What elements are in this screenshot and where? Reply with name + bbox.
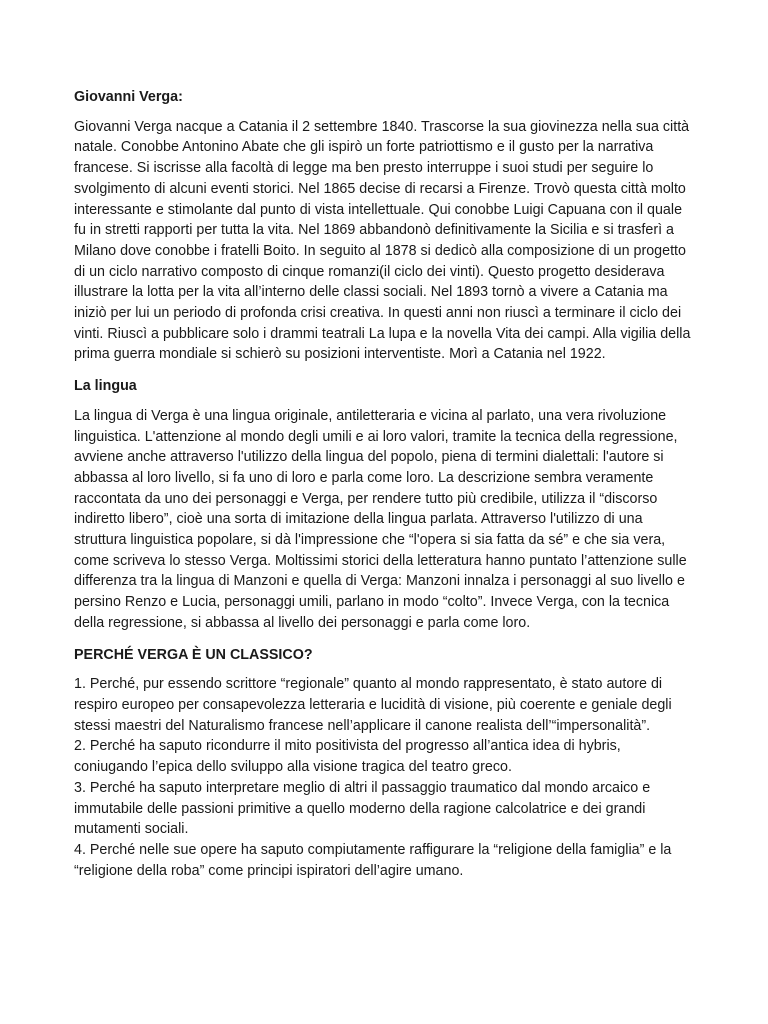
list-item: 1. Perché, pur essendo scrittore “regionale” quanto al mondo rappresentato, è stato autore di respiro europeo per consapevolezza letteraria e lucidità di visione, più coerente e geniale degli stessi maestri del Naturalismo francese nell’applicare il canone realista dell’“impersonalità”. — [74, 676, 672, 734]
list-item: 3. Perché ha saputo interpretare meglio di altri il passaggio traumatico dal mondo arcaico e immutabile delle passioni primitive a quello moderno della ragione calcolatrice e dei grandi mutamenti sociali. — [74, 779, 651, 838]
list-item: 2. Perché ha saputo ricondurre il mito positivista del progresso all’antica idea di hybris, coniugando l’epica dello sviluppo alla visione tragica del teatro greco. — [74, 738, 621, 776]
bio-paragraph: Giovanni Verga nacque a Catania il 2 settembre 1840. Trascorse la sua giovinezza nella sua città natale. Conobbe Antonino Abate che gli ispirò un forte patriottismo e il gusto per la narrativa francese. Si iscrisse alla facoltà di legge ma ben presto interruppe i suoi studi per seguire lo svolgimento di alcuni eventi storici. Nel 1865 decise di recarsi a Firenze. Trovò questa città molto interessante e stimolante dal punto di vista intellettuale. Qui conobbe Luigi Capuana con il quale fu in stretti rapporti per tutta la vita. Nel 1869 abbandonò definitivamente la Sicilia e si trasferì a Milano dove conobbe i fratelli Boito. In seguito al 1878 si dedicò alla composizione di un progetto di un ciclo narrativo composto di cinque romanzi(il ciclo dei vinti). Questo progetto desiderava illustrare la lotta per la vita all’interno delle classi sociali. Nel 1893 tornò a vivere a Catania ma iniziò per lui un periodo di profonda crisi creativa. In questi anni non riuscì a terminare il ciclo dei vinti. Riuscì a pubblicare solo i drammi teatrali La lupa e la novella Vita dei campi. Alla vigilia della prima guerra mondiale si schierò su posizioni interventiste. Morì a Catania nel 1922. — [74, 118, 691, 363]
classico-list — [74, 674, 696, 881]
document-title: Giovanni Verga: — [74, 89, 183, 105]
lingua-heading: La lingua — [74, 378, 137, 395]
lingua-paragraph: La lingua di Verga è una lingua originale, antiletteraria e vicina al parlato, una vera rivoluzione linguistica. L'attenzione al mondo degli umili e ai loro valori, tramite la tecnica della regressione, avviene anche attraverso l'utilizzo della lingua del popolo, piena di termini dialettali: l'autore si abbassa al loro livello, si fa uno di loro e parla come loro. La descrizione sembra veramente raccontata da uno dei personaggi e Verga, per rendere tutto più credibile, utilizza il “discorso indiretto libero”, cioè una sorta di imitazione della lingua parlata. Attraverso l'utilizzo di una struttura linguistica popolare, si dà l'impressione che “l'opera si sia fatta da sé” e che sia vera, come scriveva lo stesso Verga. Moltissimi storici della letteratura hanno puntato l’attenzione sulle differenza tra la lingua di Manzoni e quella di Verga: Manzoni innalza i personaggi al suo livello e persino Renzo e Lucia, personaggi umili, parlano in modo “colto”. Invece Verga, con la tecnica della regressione, si abbassa al livello dei personaggi e parla come loro. — [74, 407, 687, 631]
document-page — [74, 87, 696, 881]
list-item: 4. Perché nelle sue opere ha saputo compiutamente raffigurare la “religione della famiglia” e la “religione della roba” come principi ispiratori dell’agire umano. — [74, 841, 672, 879]
classico-heading: PERCHÉ VERGA È UN CLASSICO? — [74, 646, 313, 663]
